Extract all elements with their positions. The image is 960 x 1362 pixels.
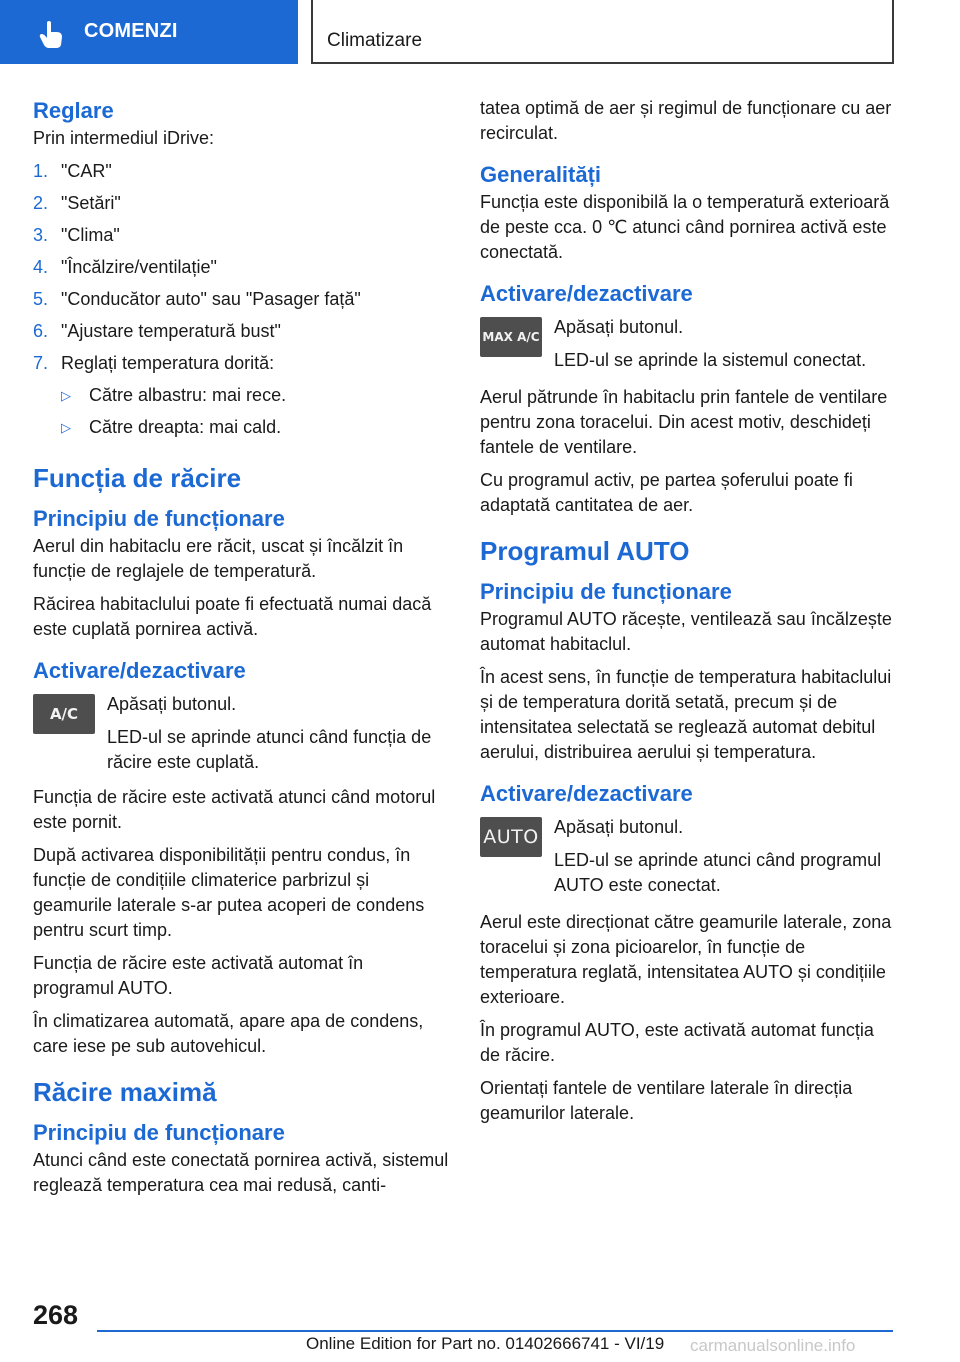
sub-step-item (61, 383, 449, 408)
cooling-paragraph-6: În climatizarea automată, apare apa de condens, care iese pe sub autovehicul. (33, 1011, 424, 1056)
watermark: carmanualsonline.info (690, 1336, 856, 1355)
step-number: 2. (33, 193, 49, 213)
footer-edition: Online Edition for Part no. 01402666741 - VI/19 (306, 1334, 665, 1353)
section-tab-label: COMENZI (84, 20, 178, 42)
heading-max-activation: Activare/dezactivare (480, 281, 693, 306)
max-paragraph-2: Aerul pătrunde în habitaclu prin fantele de ventilare pentru zona toracelui. Din acest motiv, deschideți fantele de ventilare. (480, 387, 888, 457)
max-paragraph-1-continued: tatea optimă de aer și regimul de funcționare cu aer recirculat. (480, 98, 892, 143)
ac-led-text: LED-ul se aprinde atunci când funcția de răcire este cuplată. (107, 727, 432, 772)
auto-paragraph-1: Programul AUTO răcește, ventilează sau încălzește automat habitaclul. (480, 609, 892, 654)
step-number: 7. (33, 353, 49, 373)
step-text: "Ajustare temperatură bust" (61, 321, 281, 341)
sub-step-text: Către albastru: mai rece. (89, 385, 287, 405)
auto-paragraph-3: Aerul este direcționat către geamurile laterale, zona toracelui și zona picioarelor, în funcție de temperatura reglată, intensitatea AUTO și condițiile exterioare. (480, 912, 892, 1007)
chapter-title: Climatizare (327, 30, 423, 51)
step-item (33, 159, 449, 184)
step-text: "CAR" (61, 161, 112, 181)
footer-divider (97, 1330, 893, 1332)
step-text: "Conducător auto" sau "Pasager față" (61, 289, 361, 309)
auto-led-text: LED-ul se aprinde atunci când programul AUTO este conectat. (554, 850, 882, 895)
general-paragraph: Funcția este disponibilă la o temperatură exterioară de peste cca. 0 ℃ atunci când pornirea activă este conectată. (480, 192, 890, 262)
maxac-button-instruction (480, 315, 896, 373)
auto-press-text: Apăsați butonul. (554, 817, 684, 837)
reglare-steps (33, 159, 449, 376)
step-number: 3. (33, 225, 49, 245)
triangle-bullet-icon: ▷ (61, 420, 71, 435)
sub-step-item (61, 415, 449, 440)
ac-press-text: Apăsați butonul. (107, 694, 237, 714)
heading-max-principle: Principiu de funcționare (33, 1120, 285, 1145)
step-text: Reglați temperatura dorită: (61, 353, 275, 373)
step-item (33, 287, 449, 312)
hand-pointer-icon (38, 20, 64, 48)
heading-max-cooling: Răcire maximă (33, 1077, 217, 1107)
step-text: "Setări" (61, 193, 121, 213)
max-paragraph-3: Cu programul activ, pe partea șoferului poate fi adaptată cantitatea de aer. (480, 470, 853, 515)
step-item (33, 255, 449, 280)
step-number: 1. (33, 161, 49, 181)
max-ac-button[interactable]: MAX A/C (480, 317, 542, 357)
auto-paragraph-2: În acest sens, în funcție de temperatura habitaclului și de temperatura dorită setată, precum și de intensitatea selectată se reglează automat debitul aerului, distribuirea aerului și temperatura. (480, 667, 892, 762)
section-tab-comenzi[interactable] (0, 0, 298, 64)
ac-button-instruction (33, 692, 449, 775)
ac-button[interactable]: A/C (33, 694, 95, 734)
heading-cooling-function: Funcția de răcire (33, 463, 242, 493)
heading-auto-principle: Principiu de funcționare (480, 579, 732, 604)
heading-auto-program: Programul AUTO (480, 536, 690, 566)
sub-step-text: Către dreapta: mai cald. (89, 417, 282, 437)
auto-paragraph-5: Orientați fantele de ventilare laterale în direcția geamurilor laterale. (480, 1078, 853, 1123)
step-item (33, 191, 449, 216)
step-number: 6. (33, 321, 49, 341)
step-number: 4. (33, 257, 49, 277)
step-item (33, 351, 449, 376)
step-text: "Încălzire/ventilație" (61, 257, 217, 277)
heading-cooling-activation: Activare/dezactivare (33, 658, 246, 683)
heading-cooling-principle: Principiu de funcționare (33, 506, 285, 531)
auto-button[interactable]: AUTO (480, 817, 542, 857)
chapter-header (311, 0, 894, 64)
cooling-paragraph-3: Funcția de răcire este activată atunci când motorul este pornit. (33, 787, 436, 832)
maxac-led-text: LED-ul se aprinde la sistemul conectat. (554, 350, 867, 370)
step-item (33, 319, 449, 344)
reglare-sub-steps (33, 383, 449, 440)
triangle-bullet-icon: ▷ (61, 388, 71, 403)
auto-paragraph-4: În programul AUTO, este activată automat funcția de răcire. (480, 1020, 874, 1065)
maxac-press-text: Apăsați butonul. (554, 317, 684, 337)
heading-auto-activation: Activare/dezactivare (480, 781, 693, 806)
right-column (480, 96, 896, 1126)
step-item (33, 223, 449, 248)
auto-button-instruction (480, 815, 896, 898)
reglare-intro: Prin intermediul iDrive: (33, 128, 215, 148)
step-number: 5. (33, 289, 49, 309)
cooling-paragraph-1: Aerul din habitaclu ere răcit, uscat și încălzit în funcție de reglajele de temperatură. (33, 536, 404, 581)
step-text: "Clima" (61, 225, 120, 245)
cooling-paragraph-2: Răcirea habitaclului poate fi efectuată numai dacă este cuplată pornirea activă. (33, 594, 432, 639)
heading-reglare: Reglare (33, 98, 114, 123)
max-paragraph-1: Atunci când este conectată pornirea activă, sistemul reglează temperatura cea mai redusă, canti- (33, 1150, 449, 1195)
page-number: 268 (33, 1300, 79, 1330)
cooling-paragraph-5: Funcția de răcire este activată automat în programul AUTO. (33, 953, 364, 998)
left-column (33, 96, 449, 1198)
cooling-paragraph-4: După activarea disponibilității pentru condus, în funcție de condițiile climaterice parbrizul și geamurile laterale s-ar putea acoperi de condens pentru scurt timp. (33, 845, 425, 940)
heading-general: Generalități (480, 162, 602, 187)
